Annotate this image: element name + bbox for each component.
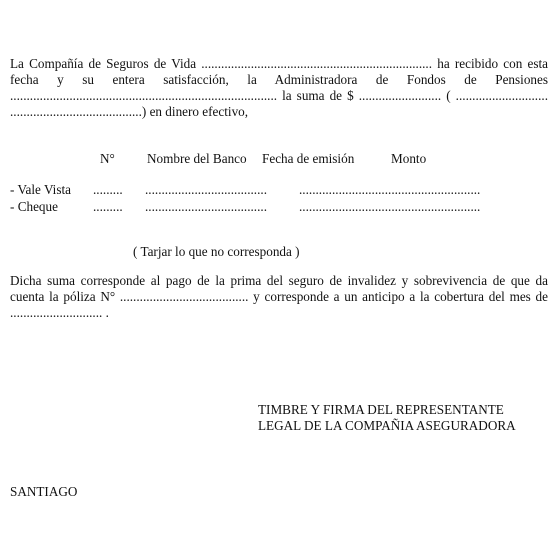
cheque-number-blank: ......... xyxy=(93,199,123,214)
signature-line-1: TIMBRE Y FIRMA DEL REPRESENTANTE xyxy=(258,402,504,417)
cheque-bank-blank: ..................................... xyxy=(145,199,267,214)
vale-vista-amount-blank: ....................................................... xyxy=(299,182,481,197)
receipt-line-3: ................................................................................. la suma de $ ......................... ( ............................ xyxy=(10,88,548,103)
purpose-line-3: ............................ . xyxy=(10,305,109,320)
city-label: SANTIAGO xyxy=(10,484,78,499)
strike-out-note: ( Tarjar lo que no corresponda ) xyxy=(133,244,300,259)
signature-line-2: LEGAL DE LA COMPAÑIA ASEGURADORA xyxy=(258,418,516,433)
header-amount: Monto xyxy=(391,151,427,166)
receipt-line-1: La Compañía de Seguros de Vida ...................................................................... ha recibido con esta xyxy=(10,56,548,71)
row-label-vale-vista: - Vale Vista xyxy=(10,182,71,197)
header-issue-date: Fecha de emisión xyxy=(262,151,355,166)
header-number: N° xyxy=(100,151,115,166)
row-label-cheque: - Cheque xyxy=(10,199,58,214)
cheque-amount-blank: ....................................................... xyxy=(299,199,481,214)
header-bank-name: Nombre del Banco xyxy=(147,151,247,166)
purpose-line-2: cuenta la póliza N° ....................................... y corresponde a un anticipo a la cobertura del mes de xyxy=(10,289,548,304)
receipt-line-2: fecha y su entera satisfacción, la Administradora de Fondos de Pensiones xyxy=(10,72,548,87)
vale-vista-bank-blank: ..................................... xyxy=(145,182,267,197)
receipt-line-4: ........................................) en dinero efectivo, xyxy=(10,104,249,119)
payment-purpose-paragraph xyxy=(10,273,548,321)
purpose-line-1: Dicha suma corresponde al pago de la prima del seguro de invalidez y sobrevivencia de que da xyxy=(10,273,548,288)
receipt-paragraph xyxy=(10,56,548,120)
vale-vista-number-blank: ......... xyxy=(93,182,123,197)
